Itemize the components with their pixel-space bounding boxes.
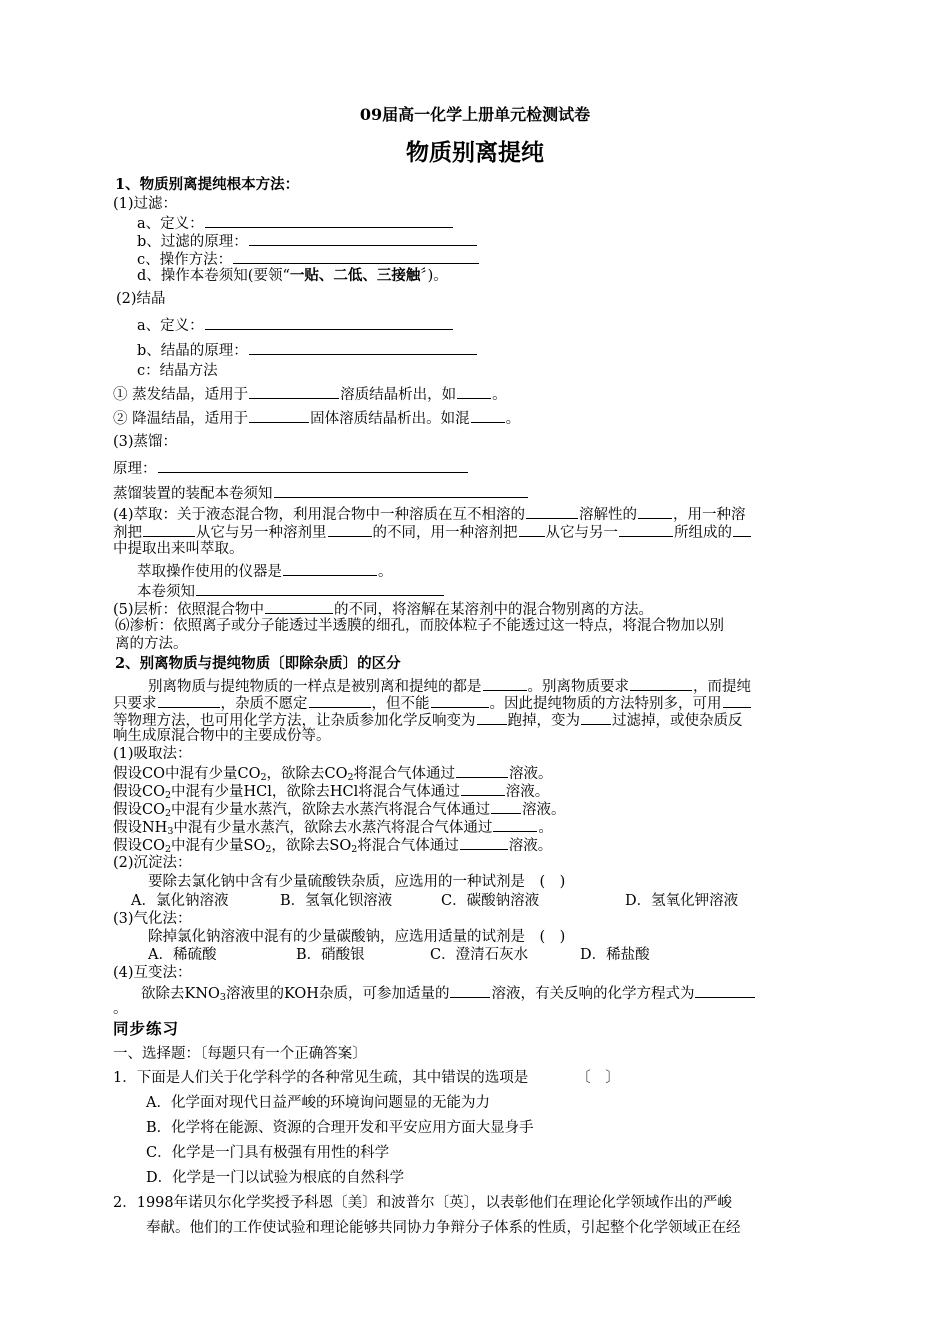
question-1-option-a: A．化学面对现代日益严峻的环境询问题显的无能为力	[146, 1095, 490, 1111]
answer-blank	[477, 710, 507, 725]
answer-blank	[723, 693, 751, 708]
answer-blank	[205, 213, 453, 228]
crystallization-label: (2)结晶	[116, 291, 166, 307]
section-2-heading: 2、别离物质与提纯物质〔即除杂质〕的区分	[115, 655, 401, 672]
answer-blank	[328, 522, 372, 537]
answer-blank	[581, 710, 611, 725]
answer-blank	[733, 522, 751, 537]
extraction-line-1: (4)萃取：关于液态混合物，利用混合物中一种溶质在互不相溶的 溶解性的 ，用一种溶	[113, 504, 746, 524]
question-1-option-c: C．化学是一门具有极强有用性的科学	[146, 1145, 390, 1161]
filter-definition: a、定义：	[137, 213, 454, 233]
answer-blank	[619, 522, 673, 537]
cooling-crystallization: ② 降温结晶，适用于 固体溶质结晶析出。如混 。	[113, 408, 520, 428]
section-2-para-line-4: 响生成原混合物中的主要成份等。	[113, 728, 331, 744]
question-1-option-b: B．化学将在能源、资源的合理开发和平安应用方面大显身手	[146, 1120, 534, 1136]
interconversion-question: 欲除去$KNO_3$溶液里的KOH杂质，可参加适量的 溶液，有关反响的化学方程式为	[141, 983, 756, 1003]
answer-blank	[249, 384, 339, 399]
practice-heading: 同步练习	[113, 1019, 180, 1038]
answer-blank	[456, 763, 508, 778]
option-b: B．氢氧化钡溶液	[280, 893, 393, 909]
evaporation-crystallization: ① 蒸发结晶，适用于 溶质结晶析出，如 。	[113, 384, 507, 404]
answer-blank	[526, 504, 578, 519]
answer-blank	[460, 835, 508, 850]
answer-blank	[519, 522, 545, 537]
absorption-row-1: 假设CO中混有少量$CO_2$，欲除去$CO_2$将混合气体通过 溶液。	[113, 763, 553, 783]
answer-blank	[158, 458, 468, 473]
answer-blank	[274, 483, 528, 498]
section-2-para-line-3: 等物理方法，也可用化学方法，让杂质参加化学反响变为 跑掉，变为 过滤掉，或使杂质反	[113, 710, 743, 730]
distillation-label: (3)蒸馏：	[113, 434, 178, 450]
answer-blank	[265, 599, 333, 614]
question-1-option-d: D．化学是一门以试验为根底的自然科学	[146, 1170, 405, 1186]
answer-blank	[249, 231, 477, 246]
absorption-row-4: 假设$NH_3$中混有少量水蒸汽，欲除去水蒸汽将混合气体通过 。	[113, 817, 553, 837]
absorption-label: (1)吸取法：	[113, 746, 192, 762]
gasification-question: 除掉氯化钠溶液中混有的少量碳酸钠，应选用适量的试剂是 ( )	[148, 929, 566, 945]
choice-section-title: 一、选择题：〔每题只有一个正确答案〕	[113, 1046, 367, 1062]
option-d: D．稀盐酸	[580, 947, 650, 963]
dialysis-line-1: ⑹渗析：依照离子或分子能透过半透膜的细孔，而胶体粒子不能透过这一特点，将混合物加以别	[115, 618, 724, 634]
absorption-row-3: 假设$CO_2$中混有少量水蒸汽，欲除去水蒸汽将混合气体通过 溶液。	[113, 799, 566, 819]
distillation-principle: 原理：	[113, 458, 469, 478]
dialysis-line-2: 离的方法。	[115, 636, 188, 652]
gasification-label: (3)气化法：	[113, 911, 192, 927]
extraction-notes: 本卷须知	[137, 581, 445, 601]
answer-blank	[249, 340, 477, 355]
section-2-para-line-2: 只要求 ，杂质不愿定 ，但不能 。因此提纯物质的方法特别多，可用	[113, 693, 752, 713]
option-b: B．硝酸银	[296, 947, 365, 963]
interconversion-end: 。	[113, 1001, 128, 1017]
extraction-instruments: 萃取操作使用的仪器是 。	[137, 561, 393, 581]
crystallization-definition: a、定义：	[137, 315, 454, 335]
answer-blank	[309, 693, 371, 708]
extraction-line-3: 中提取出来叫萃取。	[113, 541, 244, 557]
chromatography: (5)层析：依照混合物中 的不同，将溶解在某溶剂中的混合物别离的方法。	[113, 599, 653, 619]
option-c: C．碳酸钠溶液	[441, 893, 540, 909]
question-2-line-2: 奉献。他们的工作使试验和理论能够共同协力争辩分子体系的性质，引起整个化学领域正在经	[146, 1220, 741, 1236]
answer-blank	[457, 384, 491, 399]
absorption-row-2: 假设$CO_2$中混有少量HCl，欲除去HCl将混合气体通过 溶液。	[113, 781, 549, 801]
answer-blank	[450, 983, 490, 998]
section-1-heading: 1、物质别离提纯根本方法：	[115, 176, 300, 193]
answer-bracket: 〔 〕	[576, 1070, 620, 1086]
answer-blank	[493, 817, 537, 832]
question-1: 1．下面是人们关于化学科学的各种常见生疏，其中错误的选项是 〔 〕	[113, 1070, 620, 1086]
filter-label: (1)过滤：	[113, 196, 178, 212]
answer-blank	[283, 561, 377, 576]
answer-blank	[205, 315, 453, 330]
crystallization-methods: c：结晶方法	[137, 363, 218, 379]
precipitation-label: (2)沉淀法：	[113, 855, 192, 871]
absorption-row-5: 假设$CO_2$中混有少量$SO_2$，欲除去$SO_2$将混合气体通过 溶液。	[113, 835, 552, 855]
answer-blank	[249, 408, 309, 423]
question-2-line-1: 2．1998年诺贝尔化学奖授予科恩〔美〕和波普尔〔英〕，以表彰他们在理论化学领域作出的严峻	[113, 1195, 732, 1211]
answer-blank	[491, 799, 521, 814]
precipitation-question: 要除去氯化钠中含有少量硫酸铁杂质，应选用的一种试剂是 ( )	[148, 874, 566, 890]
answer-blank	[233, 249, 479, 264]
answer-blank	[158, 693, 220, 708]
filter-notes: d、操作本卷须知(要领“一贴、二低、三接触〞)。	[137, 267, 448, 284]
answer-blank	[431, 693, 489, 708]
answer-blank	[143, 522, 195, 537]
extraction-line-2: 剂把 从它与另一种溶剂里 的不同，用一种溶剂把 从它与另一 所组成的	[113, 522, 752, 542]
answer-blank	[638, 504, 672, 519]
answer-blank	[695, 983, 755, 998]
interconversion-label: (4)互变法：	[113, 965, 192, 981]
filter-method: c、操作方法：	[137, 249, 480, 269]
option-c: C．澄清石灰水	[430, 947, 529, 963]
filter-principle: b、过滤的原理：	[137, 231, 478, 251]
option-a: A．氯化钠溶液	[131, 893, 229, 909]
option-d: D．氢氧化钾溶液	[625, 893, 739, 909]
answer-blank	[196, 581, 444, 596]
answer-blank	[630, 676, 692, 691]
exam-title: 09届高一化学上册单元检测试卷	[359, 105, 591, 124]
option-a: A．稀硫酸	[148, 947, 217, 963]
answer-blank	[461, 781, 505, 796]
distillation-notes: 蒸馏装置的装配本卷须知	[113, 483, 529, 503]
crystallization-principle: b、结晶的原理：	[137, 340, 478, 360]
section-2-para-line-1: 别离物质与提纯物质的一样点是被别离和提纯的都是 。别离物质要求 ，而提纯	[148, 676, 751, 696]
answer-blank	[471, 408, 505, 423]
exam-subtitle: 物质别离提纯	[406, 140, 544, 166]
answer-blank	[483, 676, 527, 691]
